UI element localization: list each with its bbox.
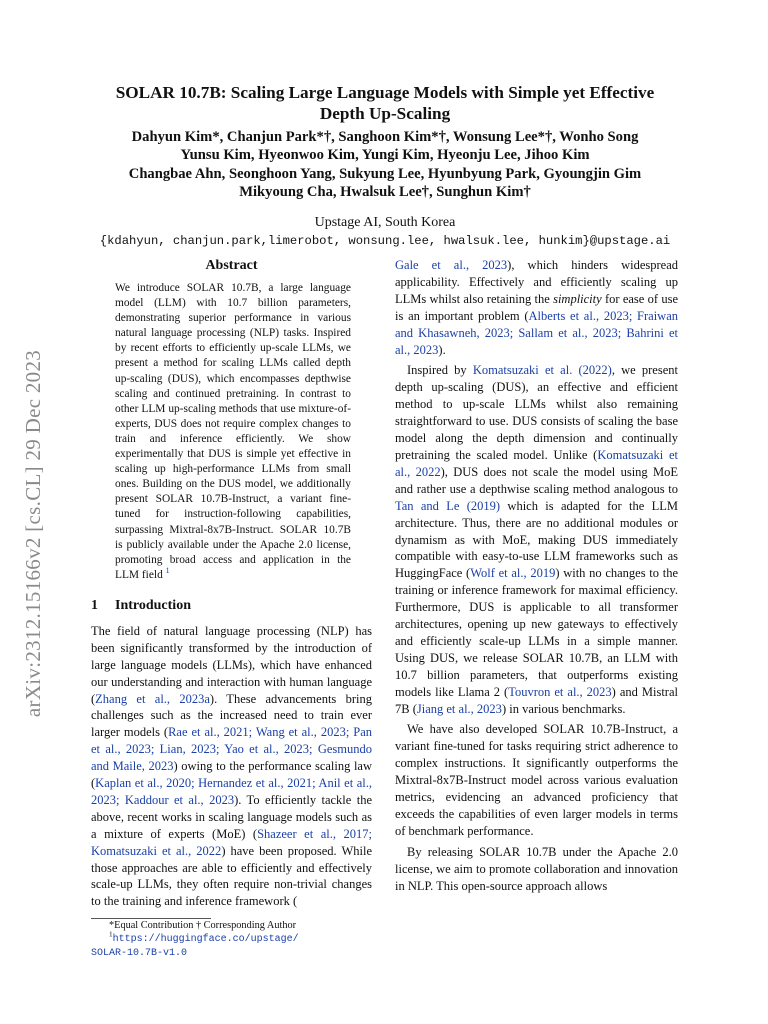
citation-link[interactable]: Tan and Le (2019) bbox=[395, 498, 501, 513]
left-column bbox=[91, 257, 372, 960]
paragraph-text: ), which hinders widespread applicability. Effectively and efficiently scaling up LLMs whilst also retaining the bbox=[395, 258, 679, 306]
citation-link[interactable]: Jiang et al., 2023 bbox=[416, 701, 502, 716]
author-line: Yunsu Kim, Hyeonwoo Kim, Yungi Kim, Hyeonju Lee, Jihoo Kim bbox=[180, 147, 590, 164]
huggingface-link-cont[interactable]: SOLAR-10.7B-v1.0 bbox=[91, 948, 188, 960]
citation-link[interactable]: Rae et al., 2021; Wang et al., 2023; Pan et al., 2023; Lian, 2023; Yao et al., 2023; Gesmundo and Maile, 2023 bbox=[91, 725, 372, 774]
author-line: Changbae Ahn, Seonghoon Yang, Sukyung Lee, Hyunbyung Park, Gyoungjin Gim bbox=[128, 165, 642, 182]
paragraph-text: Inspired by bbox=[407, 363, 473, 378]
paragraph-text: for ease of use is an important problem ( bbox=[395, 291, 678, 323]
author-line: Mikyoung Cha, Hwalsuk Lee†, Sunghun Kim† bbox=[239, 184, 531, 201]
paragraph-text: , we present depth up-scaling (DUS), an effective and efficient method to up-scale LLMs whilst also remaining straightforward to use. DUS consists of scaling the base model along the depth dimension and continually pretraining the scaled model. Unlike ( bbox=[395, 363, 678, 462]
paragraph-text: ) and Mistral 7B ( bbox=[395, 684, 678, 716]
footnote-link[interactable]: 1 bbox=[165, 565, 170, 575]
intro-paragraph-2 bbox=[395, 362, 678, 717]
huggingface-link[interactable]: https://huggingface.co/upstage/ bbox=[112, 934, 299, 946]
abstract-heading: Abstract bbox=[205, 258, 258, 273]
citation-link[interactable]: Kaplan et al., 2020; Hernandez et al., 2021; Anil et al., 2023; Kaddour et al., 2023 bbox=[91, 776, 372, 807]
intro-paragraph-4 bbox=[395, 844, 678, 895]
arxiv-id-text: arXiv:2312.15166v2 [cs.CL] 29 Dec 2023 bbox=[21, 349, 46, 717]
emphasis-text: simplicity bbox=[553, 291, 602, 306]
footnote-equal-contribution: *Equal Contribution † Corresponding Author bbox=[109, 920, 297, 932]
affiliation: Upstage AI, South Korea bbox=[314, 215, 456, 230]
paragraph-text: ) owing to the performance scaling law ( bbox=[91, 759, 372, 791]
intro-paragraph-1 bbox=[91, 623, 372, 910]
title-line-2: Depth Up-Scaling bbox=[319, 104, 451, 123]
abstract-body: We introduce SOLAR 10.7B, a large language model (LLM) with 10.7 billion parameters, demonstrating superior performance in various natural language processing (NLP) tasks. Inspired by recent efforts to efficiently up-scale LLMs, we present a method for scaling LLMs called depth up-scaling (DUS), which encompasses depthwise scaling and continued pretraining. In contrast to other LLM up-scaling methods that use mixture-of-experts, DUS does not require complex changes to train and inference efficiently. We show experimentally that DUS is simple yet effective in scaling up high-performance LLMs from small ones. Building on the DUS model, we additionally present SOLAR 10.7B-Instruct, a variant fine-tuned for instruction-following capabilities, surpassing Mixtral-8x7B-Instruct. SOLAR 10.7B is publicly available under the Apache 2.0 license, promoting broad access and application in the LLM field bbox=[115, 282, 351, 581]
paragraph-text: ). To efficiently tackle the above, recent works in scaling language models such as a mixture of experts (MoE) ( bbox=[91, 792, 372, 841]
paragraph-text: ) with no changes to the training or inference framework for maximal efficiency. Furthermore, DUS is applicable to all transformer architectures, opening up new gateways to effectively and efficiently scale-up LLMs in a simple manner. Using DUS, we release SOLAR 10.7B, an LLM with 10.7 billion parameters, that outperforms existing models like Llama 2 ( bbox=[395, 566, 678, 699]
citation-link[interactable]: Komatsuzaki et al., 2022 bbox=[395, 447, 678, 479]
intro-paragraph-1-cont bbox=[395, 257, 678, 358]
citation-link[interactable]: Alberts et al., 2023; Fraiwan and Khasawneh, 2023; Sallam et al., 2023; Bahrini et al., 2023 bbox=[395, 308, 678, 357]
paragraph-text: ). bbox=[438, 342, 446, 357]
arxiv-stamp bbox=[14, 318, 54, 748]
author-line: Dahyun Kim*, Chanjun Park*†, Sanghoon Kim*†, Wonsung Lee*†, Wonho Song bbox=[131, 129, 639, 145]
section-heading-introduction bbox=[91, 597, 372, 615]
author-list bbox=[80, 128, 690, 202]
citation-link[interactable]: Touvron et al., 2023 bbox=[508, 684, 612, 699]
citation-link[interactable]: Shazeer et al., 2017; Komatsuzaki et al., 2022 bbox=[91, 826, 372, 858]
citation-link[interactable]: Komatsuzaki et al. (2022) bbox=[472, 363, 612, 378]
paper-title bbox=[80, 82, 690, 124]
footnote-mark: 1 bbox=[109, 930, 113, 939]
paragraph-text: The field of natural language processing (NLP) has been significantly transformed by the introduction of large language models (LLMs), which have enhanced our understanding and interaction with human language ( bbox=[91, 623, 372, 706]
paragraph-text: which is adapted for the LLM architecture. Thus, there are no additional modules or dynamism as with MoE, making DUS immediately compatible with easy-to-use LLM frameworks such as HuggingFace ( bbox=[395, 498, 679, 581]
citation-link[interactable]: Wolf et al., 2019 bbox=[470, 566, 556, 581]
citation-link[interactable]: Zhang et al., 2023a bbox=[95, 691, 210, 706]
right-column bbox=[395, 257, 678, 895]
author-emails: {kdahyun, chanjun.park,limerobot, wonsung.lee, hwalsuk.lee, hunkim}@upstage.ai bbox=[99, 234, 671, 248]
paragraph-text: ) have been proposed. While those approaches are able to efficiently and effectively scale-up LLMs, they often require non-trivial changes to the training and inference framework ( bbox=[91, 843, 373, 909]
footnote-url bbox=[91, 932, 372, 946]
citation-link[interactable]: Gale et al., 2023 bbox=[395, 258, 508, 272]
section-title: Introduction bbox=[115, 597, 191, 613]
paragraph-text: ) in various benchmarks. bbox=[501, 701, 626, 716]
section-number: 1 bbox=[91, 597, 98, 613]
footnotes bbox=[91, 919, 372, 960]
intro-paragraph-3 bbox=[395, 721, 678, 839]
paragraph-text: We have also developed SOLAR 10.7B-Instruct, a variant fine-tuned for tasks requiring strict adherence to complex instructions. It significantly outperforms the Mixtral-8x7B-Instruct model across various evaluation metrics, evidencing an advanced proficiency that exceeds the capabilities of even larger models in terms of benchmark performance. bbox=[395, 722, 678, 838]
title-line-1: SOLAR 10.7B: Scaling Large Language Models with Simple yet Effective bbox=[115, 83, 655, 102]
paragraph-text: ), DUS does not scale the model using MoE and rather use a depthwise scaling method analogous to bbox=[395, 464, 678, 496]
paragraph-text: By releasing SOLAR 10.7B under the Apache 2.0 license, we aim to promote collaboration and innovation in NLP. This open-source approach allows bbox=[395, 844, 678, 893]
paragraph-text: ). These advancements bring challenges such as the increased need to train ever larger models ( bbox=[91, 691, 372, 740]
abstract-text bbox=[115, 281, 351, 583]
footnote-url-cont bbox=[91, 946, 372, 960]
